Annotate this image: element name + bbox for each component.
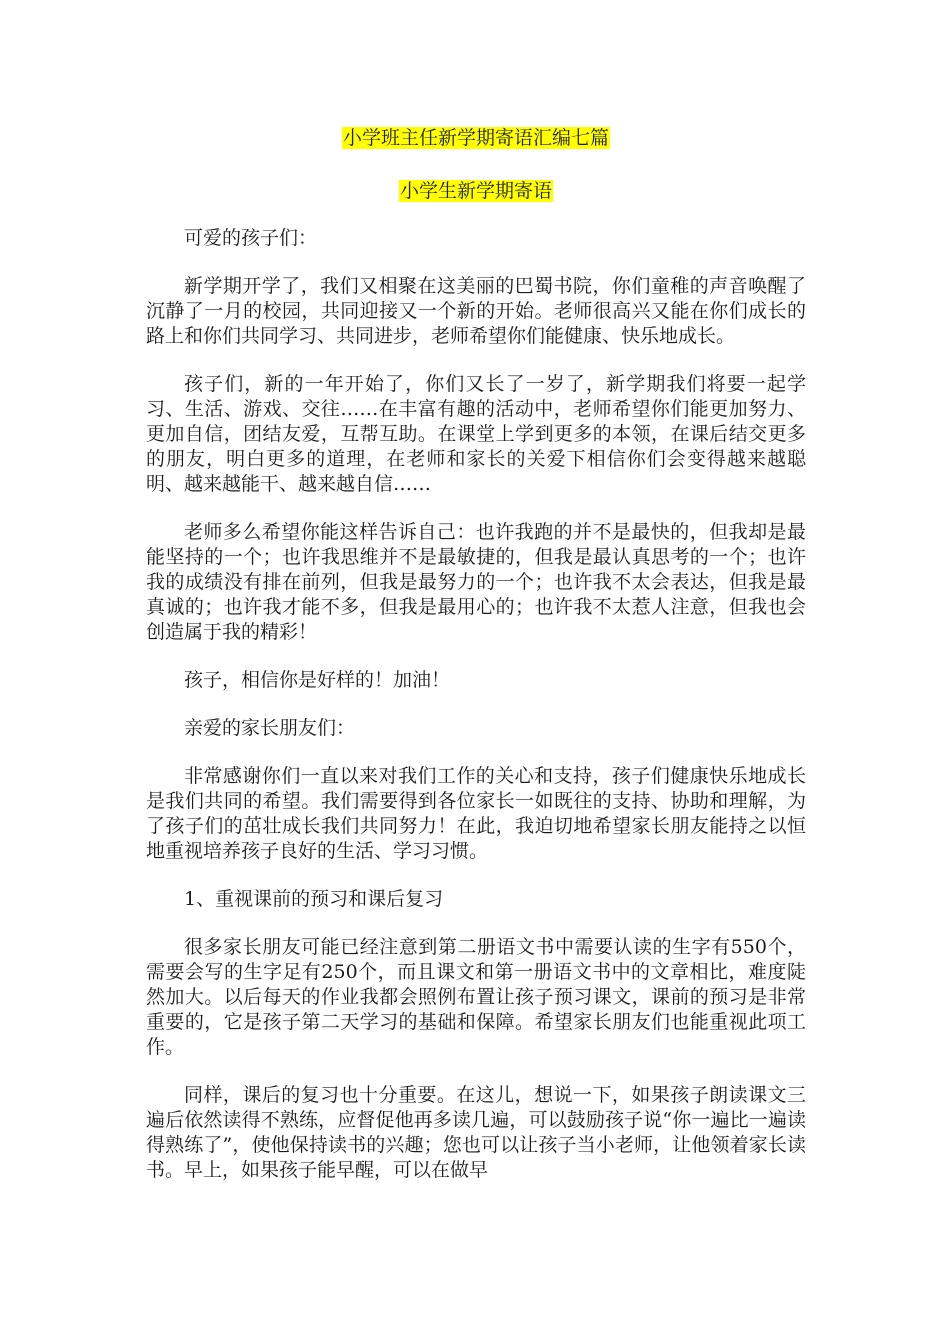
document-title: 小学班主任新学期寄语汇编七篇 [342, 127, 609, 149]
paragraph: 很多家长朋友可能已经注意到第二册语文书中需要认读的生字有550个，需要会写的生字足有250个，而且课文和第一册语文书中的文章相比，难度陡然加大。以后每天的作业我都会照例布置让孩子预习课文，课前的预习是非常重要的，它是孩子第二天学习的基础和保障。希望家长朋友们也能重视此项工作。 [146, 936, 806, 1058]
paragraph: 非常感谢你们一直以来对我们工作的关心和支持，孩子们健康快乐地成长是我们共同的希望。我们需要得到各位家长一如既往的支持、协助和理解，为了孩子们的茁壮成长我们共同努力！在此，我迫切地希望家长朋友能持之以恒地重视培养孩子良好的生活、学习习惯。 [146, 765, 806, 862]
paragraph: 新学期开学了，我们又相聚在这美丽的巴蜀书院，你们童稚的声音唤醒了沉静了一月的校园，共同迎接又一个新的开始。老师很高兴又能在你们成长的路上和你们共同学习、共同进步，老师希望你们能健康、快乐地成长。 [146, 275, 806, 347]
subtitle-row [146, 173, 806, 209]
greeting-parents: 亲爱的家长朋友们： [184, 717, 356, 739]
title-row [146, 120, 806, 156]
section-heading: 1、重视课前的预习和课后复习 [184, 888, 444, 910]
paragraph: 老师多么希望你能这样告诉自己：也许我跑的并不是最快的，但我却是最能坚持的一个；也许我思维并不是最敏捷的，但我是最认真思考的一个；也许我的成绩没有排在前列，但我是最努力的一个；也许我不太会表达，但我是最真诚的；也许我才能不多，但我是最用心的；也许我不太惹人注意，但我也会创造属于我的精彩！ [146, 521, 806, 643]
paragraph: 同样，课后的复习也十分重要。在这儿，想说一下，如果孩子朗读课文三遍后依然读得不熟练，应督促他再多读几遍，可以鼓励孩子说“你一遍比一遍读得熟练了”，使他保持读书的兴趣；您也可以让孩子当小老师，让他领着家长读书。早上，如果孩子能早醒，可以在做早 [146, 1084, 806, 1181]
paragraph: 孩子，相信你是好样的！加油！ [184, 669, 451, 691]
paragraph: 孩子们，新的一年开始了，你们又长了一岁了，新学期我们将要一起学习、生活、游戏、交往……在丰富有趣的活动中，老师希望你们能更加努力、更加自信，团结友爱，互帮互助。在课堂上学到更多的本领，在课后结交更多的朋友，明白更多的道理，在老师和家长的关爱下相信你们会变得越来越聪明、越来越能干、越来越自信…… [146, 373, 806, 495]
document-page [146, 120, 806, 1183]
document-subtitle: 小学生新学期寄语 [399, 180, 552, 202]
greeting-children: 可爱的孩子们： [184, 227, 318, 249]
